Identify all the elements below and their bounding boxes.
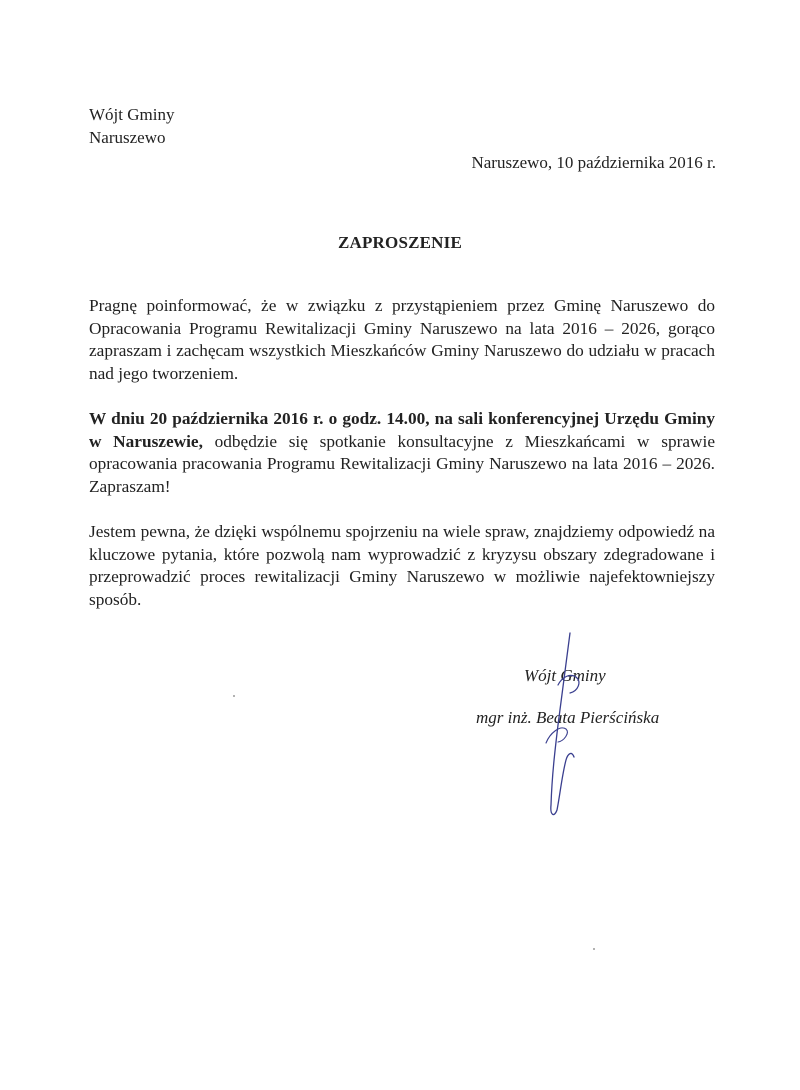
letter-title: ZAPROSZENIE	[337, 233, 463, 252]
meeting-description: odbędzie się spotkanie konsultacyjne z Mieszkańcami w sprawie opracowania pracowania Programu Rewitalizacji Gminy Naruszewo na lata 2016 – 2026. Zapraszam!	[89, 431, 715, 496]
sender-block	[89, 103, 174, 149]
paragraph-closing: Jestem pewna, że dzięki wspólnemu spojrzeniu na wiele spraw, znajdziemy odpowiedź na kluczowe pytania, które pozwolą nam wyprowadzić z kryzysu obszary zdegradowane i przeprowadzić proces rewitalizacji Gminy Naruszewo w możliwie najefektowniejszy sposób.	[89, 522, 715, 609]
place-and-date: Naruszewo, 10 października 2016 r.	[471, 153, 716, 172]
signature-role: Wójt Gminy	[524, 666, 606, 685]
sender-municipality: Naruszewo	[89, 128, 166, 147]
scan-speck	[233, 695, 235, 697]
paragraph-intro: Pragnę poinformować, że w związku z przystąpieniem przez Gminę Naruszewo do Opracowania Programu Rewitalizacji Gminy Naruszewo na lata 2016 – 2026, gorąco zapraszam i zachęcam wszystkich Mieszkańców Gminy Naruszewo do udziału w pracach nad jego tworzeniem.	[89, 296, 715, 383]
meeting-details: W dniu 20 października 2016 r. o godz. 14.00, na sali konferencyjnej Urzędu Gminy w Naruszewie,	[89, 409, 715, 451]
scan-speck	[593, 948, 595, 950]
handwritten-signature-icon	[500, 625, 620, 825]
paragraph-meeting	[89, 408, 715, 498]
signature-name: mgr inż. Beata Pierścińska	[476, 708, 660, 727]
sender-title: Wójt Gminy	[89, 105, 175, 124]
